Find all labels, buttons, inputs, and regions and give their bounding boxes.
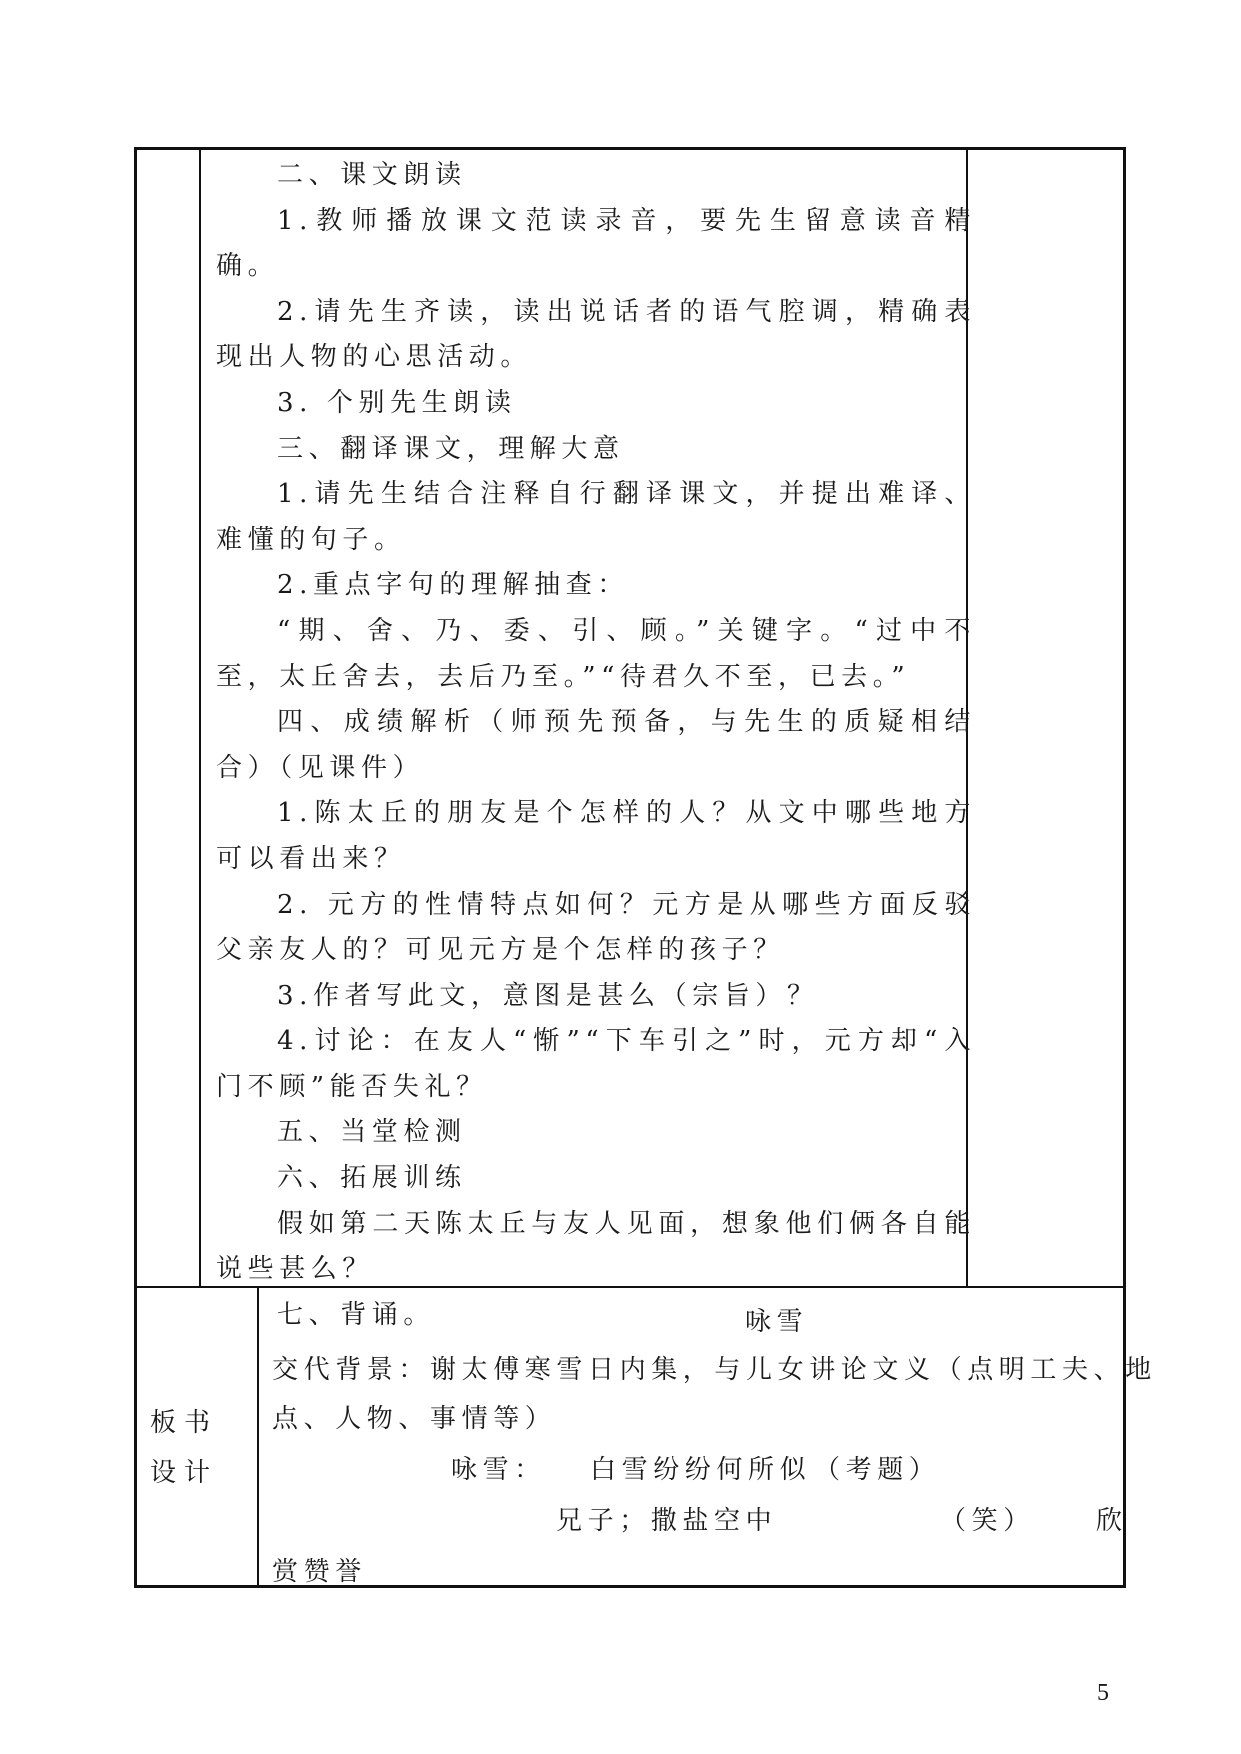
lesson-paragraph: 三、翻译课文，理解大意 xyxy=(277,433,625,464)
board-answer-tail: 欣 xyxy=(1096,1506,1128,1536)
lesson-paragraph: 七、背诵。 xyxy=(277,1299,436,1330)
lesson-paragraph: 2.重点字句的理解抽查： xyxy=(277,570,630,601)
board-label-line2: 设计 xyxy=(150,1458,219,1488)
board-background-line1: 交代背景：谢太傅寒雪日内集，与儿女讲论文义（点明工夫、地 xyxy=(272,1355,1157,1385)
lesson-paragraph: 2.请先生齐读，读出说话者的语气腔调，精确表现出人物的心思活动。 xyxy=(216,296,976,373)
board-label-line1: 板书 xyxy=(150,1408,219,1438)
lesson-paragraph: “期、舍、乃、委、引、顾。”关键字。“过中不至，太丘舍去，去后乃至。”“待君久不至，已去。” xyxy=(216,615,976,692)
lesson-procedure-text xyxy=(216,153,976,1338)
lesson-paragraph: 假如第二天陈太丘与友人见面，想象他们俩各自能说些甚么？ xyxy=(216,1208,976,1285)
board-topic-note: （考题） xyxy=(814,1455,941,1485)
board-last-line: 赏赞誉 xyxy=(272,1557,367,1587)
lesson-paragraph: 1.陈太丘的朋友是个怎样的人？从文中哪些地方可以看出来？ xyxy=(216,798,976,874)
board-topic-label: 咏雪： xyxy=(451,1455,546,1485)
lesson-paragraph: 1.请先生结合注释自行翻译课文，并提出难译、难懂的句子。 xyxy=(216,479,976,555)
board-title: 咏雪 xyxy=(745,1307,809,1337)
lesson-paragraph: 二、课文朗读 xyxy=(277,160,467,190)
board-topic-question: 白雪纷纷何所似 xyxy=(590,1455,812,1485)
board-answer-note: （笑） xyxy=(940,1506,1035,1536)
page-number: 5 xyxy=(1097,1680,1109,1706)
lesson-paragraph: 五、当堂检测 xyxy=(277,1117,467,1148)
column-divider-left xyxy=(199,147,201,1287)
board-answer-text: 兄子；撒盐空中 xyxy=(556,1506,778,1536)
board-background-line2: 点、人物、事情等） xyxy=(272,1404,557,1434)
lesson-paragraph: 3.作者写此文，意图是甚么（宗旨）？ xyxy=(277,980,819,1011)
board-design-label xyxy=(150,1398,260,1498)
lesson-paragraph: 3. 个别先生朗读 xyxy=(277,387,517,418)
lesson-paragraph: 四、成绩解析（师预先预备，与先生的质疑相结合）（见课件） xyxy=(216,707,976,783)
lesson-paragraph: 4.讨论：在友人“惭”“下车引之”时，元方却“入门不顾”能否失礼？ xyxy=(216,1026,976,1102)
lesson-paragraph: 六、拓展训练 xyxy=(277,1163,467,1194)
lesson-paragraph: 1.教师播放课文范读录音，要先生留意读音精确。 xyxy=(216,205,976,282)
lesson-paragraph: 2. 元方的性情特点如何？元方是从哪些方面反驳父亲友人的？可见元方是个怎样的孩子？ xyxy=(216,889,976,966)
